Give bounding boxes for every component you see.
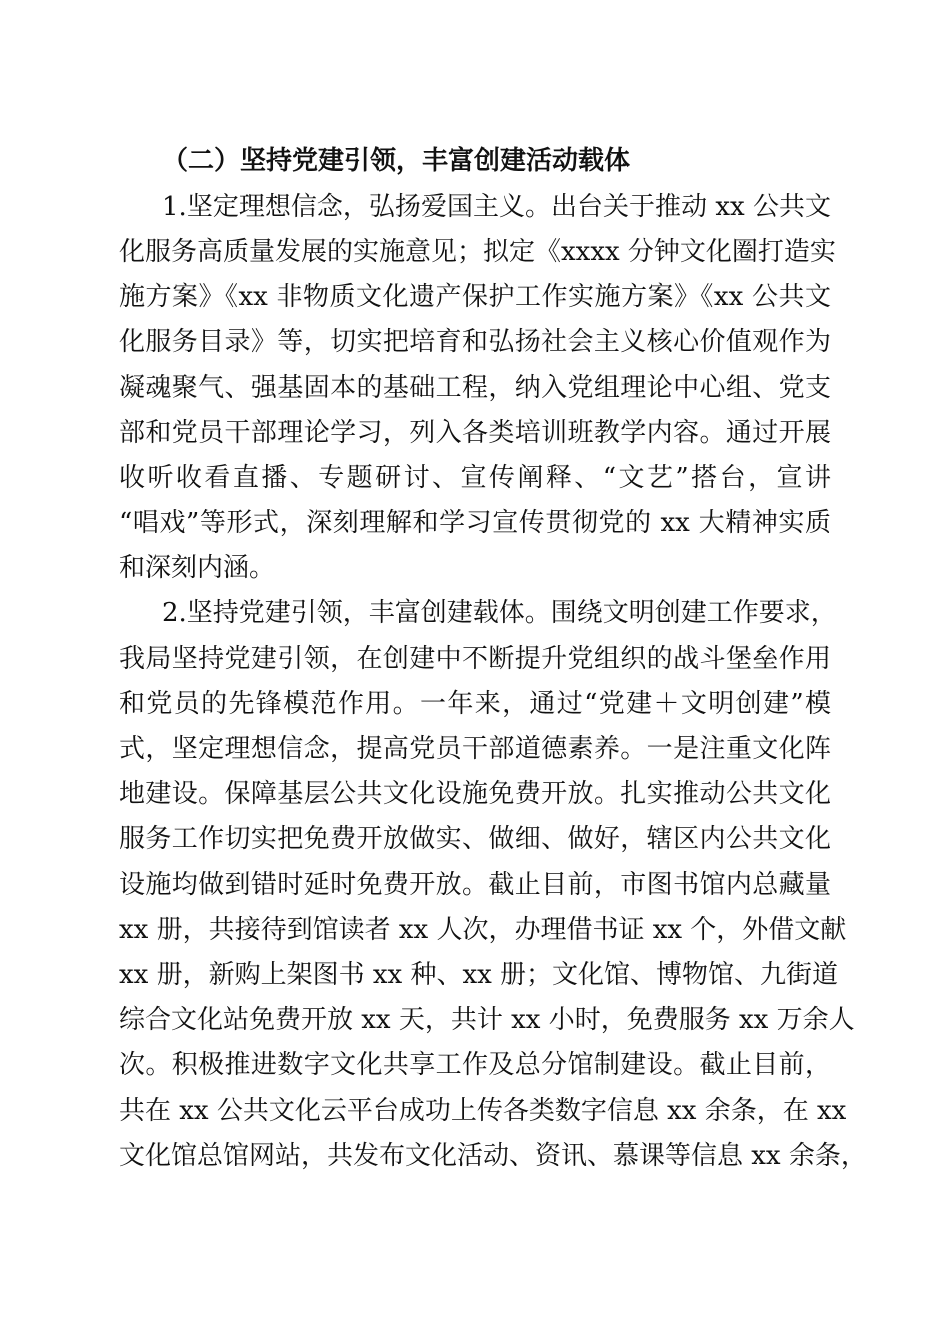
paragraph-1-line: 1.坚定理想信念，弘扬爱国主义。出台关于推动 xx 公共文 bbox=[162, 192, 831, 222]
paragraph-2-line: 2.坚持党建引领，丰富创建载体。围绕文明创建工作要求， bbox=[162, 598, 837, 628]
paragraph-2-line: 式，坚定理想信念，提高党员干部道德素养。一是注重文化阵 bbox=[119, 734, 831, 764]
paragraph-2-line: 文化馆总馆网站，共发布文化活动、资讯、慕课等信息 xx 余条， bbox=[119, 1141, 867, 1171]
paragraph-1-line: 化服务高质量发展的实施意见；拟定《xxxx 分钟文化圈打造实 bbox=[119, 237, 836, 267]
paragraph-1-line: 施方案》《xx 非物质文化遗产保护工作实施方案》《xx 公共文 bbox=[119, 282, 831, 312]
paragraph-1-line: 和深刻内涵。 bbox=[119, 553, 276, 583]
section-heading: （二）坚持党建引领，丰富创建活动载体 bbox=[162, 146, 631, 176]
paragraph-1-line: 收听收看直播、专题研讨、宣传阐释、“文艺”搭台，宣讲 bbox=[119, 463, 831, 493]
paragraph-1-line: “唱戏”等形式，深刻理解和学习宣传贯彻党的 xx 大精神实质 bbox=[119, 508, 831, 538]
paragraph-1-line: 部和党员干部理论学习，列入各类培训班教学内容。通过开展 bbox=[119, 418, 831, 448]
paragraph-2-line: 次。积极推进数字文化共享工作及总分馆制建设。截止目前， bbox=[119, 1050, 831, 1080]
paragraph-1-line: 化服务目录》等，切实把培育和弘扬社会主义核心价值观作为 bbox=[119, 327, 831, 357]
paragraph-2-line: 和党员的先锋模范作用。一年来，通过“党建＋文明创建”模 bbox=[119, 689, 831, 719]
paragraph-1-line: 凝魂聚气、强基固本的基础工程，纳入党组理论中心组、党支 bbox=[119, 373, 831, 403]
paragraph-2-line: 综合文化站免费开放 xx 天，共计 xx 小时，免费服务 xx 万余人 bbox=[119, 1005, 855, 1035]
paragraph-2-line: xx 册，共接待到馆读者 xx 人次，办理借书证 xx 个，外借文献 bbox=[119, 915, 847, 945]
paragraph-2-line: 服务工作切实把免费开放做实、做细、做好，辖区内公共文化 bbox=[119, 824, 831, 854]
paragraph-2-line: 设施均做到错时延时免费开放。截止目前，市图书馆内总藏量 bbox=[119, 870, 831, 900]
paragraph-2-line: 地建设。保障基层公共文化设施免费开放。扎实推动公共文化 bbox=[119, 779, 831, 809]
paragraph-2-line: 我局坚持党建引领，在创建中不断提升党组织的战斗堡垒作用 bbox=[119, 644, 831, 674]
paragraph-2-line: 共在 xx 公共文化云平台成功上传各类数字信息 xx 余条，在 xx bbox=[119, 1096, 847, 1126]
paragraph-2-line: xx 册，新购上架图书 xx 种、xx 册；文化馆、博物馆、九街道 bbox=[119, 960, 839, 990]
